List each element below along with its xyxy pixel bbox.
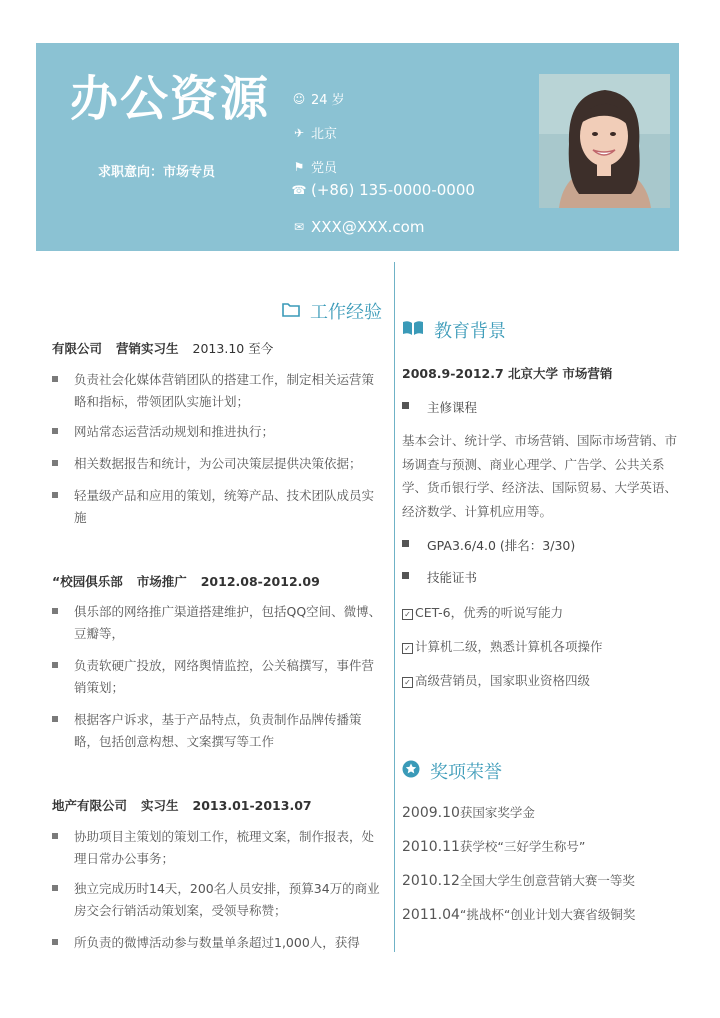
job-3-heading	[52, 796, 326, 814]
job-3-date: 2013.01-2013.07	[192, 798, 312, 813]
award-4	[402, 905, 635, 923]
award-2	[402, 837, 585, 855]
job-1-bullet-3: 相关数据报告和统计，为公司决策层提供决策依据；	[52, 453, 382, 475]
skill-3-text: 高级营销员，国家职业资格四级	[415, 673, 591, 688]
folder-icon	[282, 301, 300, 322]
job-intent: 求职意向：市场专员	[98, 165, 216, 180]
checkbox-icon: ✓	[402, 609, 413, 620]
star-icon	[402, 760, 420, 783]
email-row	[291, 218, 424, 236]
phone-text: (+86) 135-0000-0000	[311, 181, 475, 199]
mail-icon: ✉	[293, 220, 305, 234]
skill-2-text: 计算机二级，熟悉计算机各项操作	[415, 639, 603, 654]
courses-text: 基本会计、统计学、市场营销、国际市场营销、市场调查与预测、商业心理学、广告学、公共关系学、货币银行学、经济法、国际贸易、大学英语、经济数学、计算机应用等。	[402, 433, 678, 519]
email-text: XXX@XXX.com	[311, 218, 425, 236]
party-text: 党员	[311, 161, 338, 176]
job-1-bullet-1: 负责社会化媒体营销团队的搭建工作，制定相关运营策略和指标，带领团队实施计划；	[52, 369, 382, 413]
job-2-date: 2012.08-2012.09	[200, 574, 320, 589]
education-title-text: 教育背景	[434, 321, 506, 342]
phone-row	[291, 181, 475, 199]
job-3-bullet-1: 协助项目主策划的策划工作，梳理文案，制作报表，处理日常办公事务；	[52, 826, 382, 870]
job-2-heading	[52, 572, 334, 590]
award-4-year: 2011.04	[402, 907, 460, 923]
job-1-bullet-4: 轻量级产品和应用的策划，统筹产品、技术团队成员实施	[52, 485, 382, 529]
courses-label: 主修课程	[402, 398, 477, 416]
job-3-org: 地产有限公司	[52, 798, 128, 813]
skill-1	[402, 603, 563, 621]
education-line: 2008.9-2012.7 北京大学 市场营销	[402, 366, 613, 381]
job-1-bullet-2: 网站常态运营活动规划和推进执行；	[52, 421, 382, 443]
skills-label: 技能证书	[402, 568, 477, 586]
job-3-bullet-2: 独立完成历时14天，200名人员安排，预算34万的商业房交会行销活动策划案，受领导称赞；	[52, 878, 382, 922]
award-3	[402, 871, 635, 889]
job-3-bullet-3: 所负责的微博活动参与数量单条超过1,000人，获得	[52, 932, 382, 954]
work-section-title	[282, 298, 382, 324]
smiley-icon: ☺	[292, 91, 306, 106]
award-3-text: 全国大学生创意营销大赛一等奖	[459, 873, 635, 888]
profile-photo	[539, 74, 670, 208]
flag-icon: ⚑	[293, 159, 305, 174]
phone-icon: ☎	[291, 183, 307, 197]
party-row	[291, 157, 337, 176]
job-2-role: 市场推广	[136, 574, 187, 589]
gpa-text: GPA3.6/4.0 (排名：3/30)	[402, 536, 575, 554]
award-4-text: “挑战杯“创业计划大赛省级铜奖	[459, 907, 636, 922]
job-2-bullet-3: 根据客户诉求，基于产品特点，负责制作品牌传播策略，包括创意构想、文案撰写等工作	[52, 709, 382, 753]
job-3-role: 实习生	[141, 798, 179, 813]
job-1-role: 营销实习生	[116, 341, 179, 356]
awards-title-text: 奖项荣誉	[430, 762, 502, 783]
job-1-org: 有限公司	[52, 341, 103, 356]
job-2-bullet-1: 俱乐部的网络推广渠道搭建维护，包括QQ空间、微博、豆瓣等，	[52, 601, 382, 645]
header-banner	[36, 43, 679, 251]
education-section-title	[402, 317, 506, 343]
column-divider	[394, 262, 395, 952]
plane-icon: ✈	[293, 125, 305, 140]
age-text: 24 岁	[311, 93, 345, 108]
book-icon	[402, 320, 424, 341]
job-1-date: 2013.10 至今	[192, 341, 274, 356]
work-title-text: 工作经验	[310, 302, 382, 323]
award-2-text: 获学校“三好学生称号”	[459, 839, 586, 854]
skill-3	[402, 671, 590, 689]
award-3-year: 2010.12	[402, 873, 460, 889]
job-2-org: “校园俱乐部	[52, 574, 123, 589]
job-2-bullet-2: 负责软硬广投放，网络舆情监控，公关稿撰写，事件营销策划；	[52, 655, 382, 699]
skill-2	[402, 637, 603, 655]
city-text: 北京	[311, 127, 338, 142]
award-1-year: 2009.10	[402, 805, 460, 821]
checkbox-icon: ✓	[402, 677, 413, 688]
candidate-name: 办公资源	[70, 71, 271, 127]
awards-section-title	[402, 758, 502, 784]
age-row	[291, 89, 345, 108]
skill-1-text: CET-6，优秀的听说写能力	[415, 605, 564, 620]
city-row	[291, 123, 337, 142]
award-2-year: 2010.11	[402, 839, 460, 855]
checkbox-icon: ✓	[402, 643, 413, 654]
job-1-heading	[52, 339, 287, 357]
award-1-text: 获国家奖学金	[459, 805, 535, 820]
award-1	[402, 803, 535, 821]
